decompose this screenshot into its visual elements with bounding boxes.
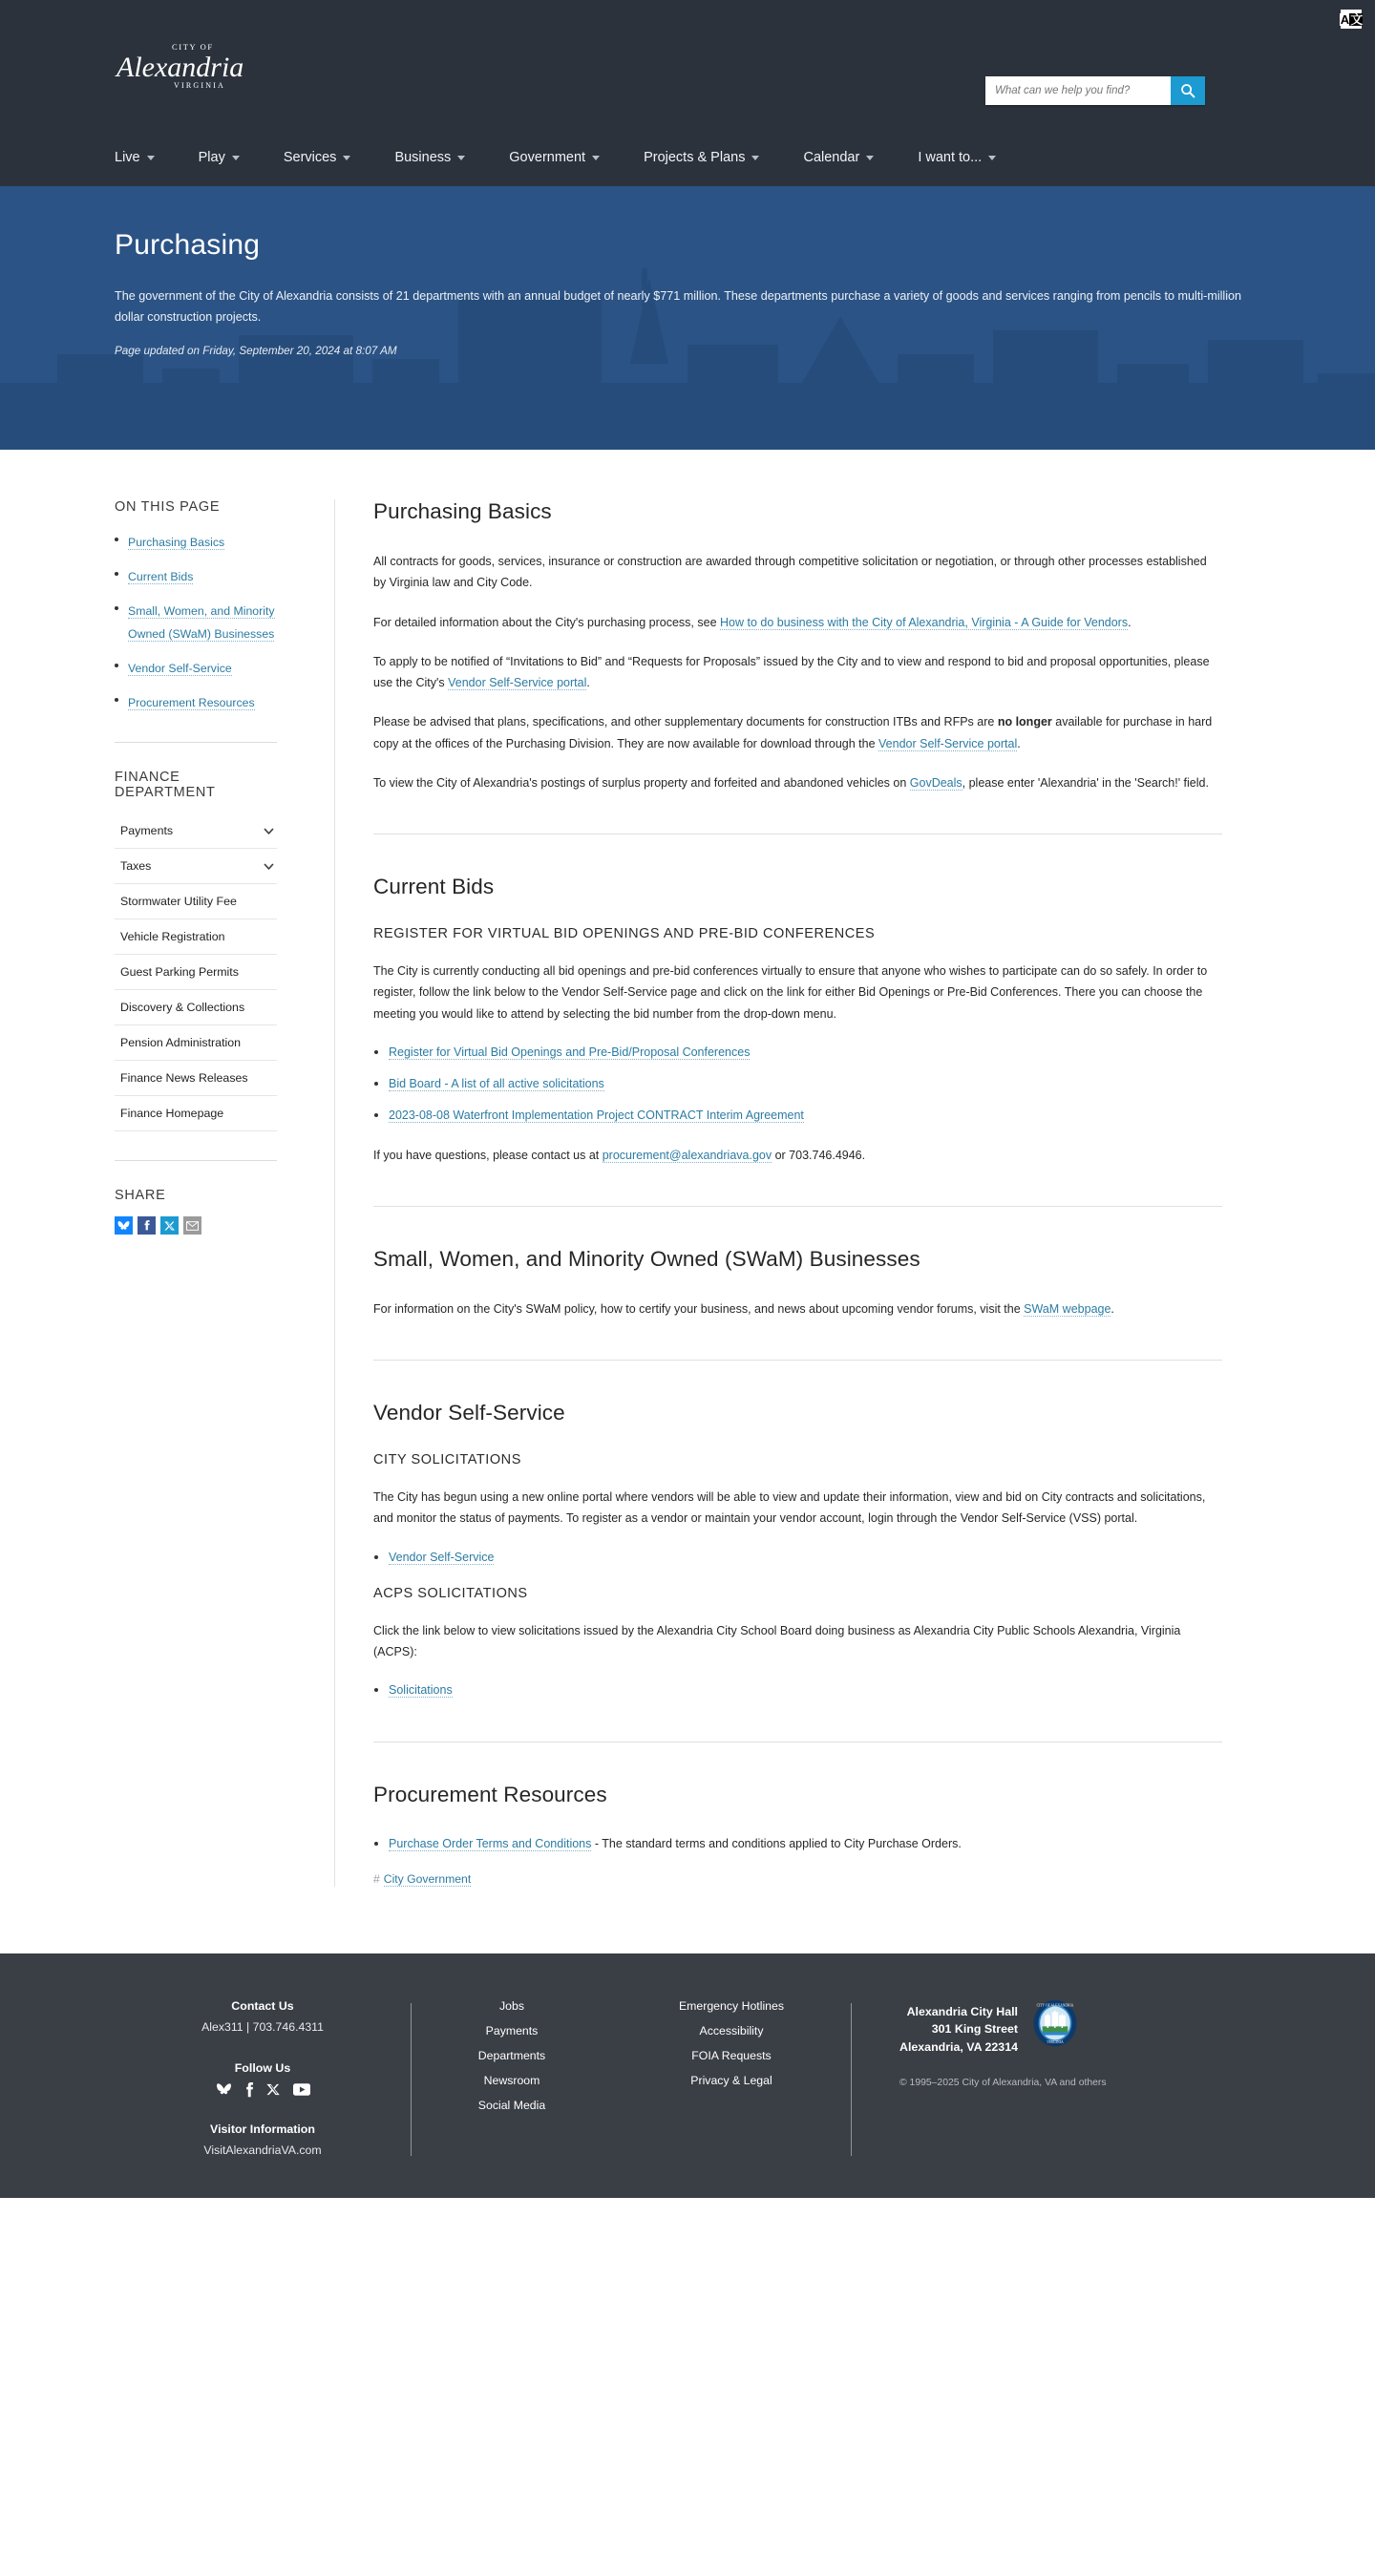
- footer-link-social-media[interactable]: Social Media: [477, 2098, 546, 2112]
- text: , please enter 'Alexandria' in the 'Search!' field.: [962, 775, 1209, 790]
- section-procurement-resources: [373, 1783, 1222, 1887]
- nav-label: Live: [115, 150, 140, 165]
- nav-item-services[interactable]: [284, 146, 372, 169]
- text-bold: no longer: [997, 715, 1052, 729]
- list-item: [115, 813, 277, 849]
- text: - The standard terms and conditions applied to City Purchase Orders.: [591, 1836, 962, 1850]
- paragraph: [373, 612, 1222, 633]
- sidebar-item-label: Vehicle Registration: [120, 930, 225, 944]
- x-twitter-icon[interactable]: [160, 1216, 179, 1235]
- finance-department-title: FINANCE DEPARTMENT: [115, 770, 216, 801]
- paragraph: All contracts for goods, services, insurance or construction are awarded through competitive solicitation or negotiation, or through other processes established by Virginia law and City Code.: [373, 555, 1207, 590]
- footer-links-column-1: [412, 1999, 612, 2160]
- list-item: [115, 1061, 277, 1096]
- list-item: [373, 1680, 1222, 1700]
- on-this-page-link-current-bids[interactable]: Current Bids: [128, 570, 194, 584]
- footer-link-jobs[interactable]: Jobs: [499, 1998, 524, 2013]
- list-item: [373, 1074, 1222, 1094]
- city-seal-icon: [1031, 1999, 1079, 2047]
- footer-address-column: [852, 1999, 1260, 2160]
- section-vendor-self-service: [373, 1401, 1222, 1701]
- link-vendor-self-service-portal[interactable]: Vendor Self-Service portal: [448, 676, 587, 689]
- nav-label: Government: [509, 150, 586, 165]
- address-line-2: 301 King Street: [931, 2022, 1018, 2037]
- sidebar-item-label: Stormwater Utility Fee: [120, 895, 237, 909]
- list-item: [373, 1834, 1222, 1854]
- nav-label: Projects & Plans: [644, 150, 746, 165]
- paragraph: Click the link below to view solicitations issued by the Alexandria City School Board doing business as Alexandria City Public Schools Alexandria, Virginia (ACPS):: [373, 1623, 1181, 1658]
- footer-link-departments[interactable]: Departments: [477, 2048, 546, 2062]
- divider: [115, 742, 277, 743]
- follow-icon-group: [147, 2081, 378, 2098]
- share-title: SHARE: [115, 1188, 166, 1204]
- list-item: [115, 884, 277, 919]
- link-register-virtual-bid-openings[interactable]: Register for Virtual Bid Openings and Pre-Bid/Proposal Conferences: [389, 1045, 751, 1059]
- section-heading: Purchasing Basics: [373, 499, 552, 523]
- paragraph: [373, 711, 1222, 754]
- x-twitter-icon[interactable]: [266, 2081, 281, 2098]
- svg-text:Alexandria: Alexandria: [116, 52, 244, 83]
- facebook-icon[interactable]: [138, 1216, 156, 1235]
- main-content: [334, 499, 1318, 1887]
- sidebar-item-label: Guest Parking Permits: [120, 965, 239, 980]
- section-heading: Current Bids: [373, 875, 495, 898]
- search-input[interactable]: [985, 76, 1171, 105]
- contact-us-heading: Contact Us: [231, 1998, 294, 2013]
- nav-label: Services: [283, 150, 337, 165]
- sidebar-item-finance-news-releases[interactable]: [115, 1061, 277, 1095]
- chevron-down-icon: [457, 156, 465, 160]
- sidebar-item-label: Pension Administration: [120, 1036, 242, 1050]
- text: .: [1111, 1301, 1114, 1316]
- subsection-heading: REGISTER FOR VIRTUAL BID OPENINGS AND PRE-BID CONFERENCES: [373, 926, 876, 941]
- link-vendor-self-service-portal[interactable]: Vendor Self-Service portal: [878, 736, 1018, 750]
- copyright-text: © 1995–2025 City of Alexandria, VA and others: [899, 2077, 1107, 2088]
- list-item: [373, 1548, 1222, 1568]
- footer-link-newsroom[interactable]: Newsroom: [483, 2073, 540, 2087]
- list-item: [115, 565, 277, 587]
- chevron-down-icon: [592, 156, 600, 160]
- page-hero: [0, 186, 1375, 450]
- share-icon-group: [115, 1216, 277, 1235]
- footer-link-accessibility[interactable]: Accessibility: [699, 2023, 764, 2038]
- text: .: [586, 676, 590, 689]
- sidebar-item-label: Payments: [120, 824, 174, 838]
- on-this-page-link-procurement-resources[interactable]: Procurement Resources: [128, 695, 255, 709]
- list-item: [115, 919, 277, 955]
- list-item: [115, 657, 277, 679]
- subsection-heading: ACPS SOLICITATIONS: [373, 1585, 528, 1601]
- nav-label: Play: [198, 150, 225, 165]
- chevron-down-icon: [232, 156, 240, 160]
- link-bid-board[interactable]: Bid Board - A list of all active solicitations: [389, 1077, 604, 1090]
- chevron-down-icon[interactable]: [263, 860, 275, 873]
- divider: [373, 1360, 1222, 1361]
- main-navigation[interactable]: [115, 146, 1017, 169]
- nav-item-i-want-to[interactable]: [918, 146, 1017, 169]
- chevron-down-icon: [343, 156, 350, 160]
- text: To apply to be notified of “Invitations to Bid” and “Requests for Proposals” issued by the City and to view and respond to bid and proposal opportunities, please use the City's: [373, 654, 1210, 689]
- list-item: [115, 990, 277, 1025]
- sidebar-item-label: Discovery & Collections: [120, 1001, 245, 1015]
- sidebar-item-taxes[interactable]: [115, 849, 277, 883]
- subsection-heading: CITY SOLICITATIONS: [373, 1452, 521, 1467]
- address-line-3: Alexandria, VA 22314: [899, 2039, 1018, 2054]
- footer-link-privacy-legal[interactable]: Privacy & Legal: [690, 2073, 772, 2087]
- sidebar-item-label: Taxes: [120, 859, 152, 874]
- procurement-links-list: [373, 1834, 1222, 1854]
- sidebar-item-payments[interactable]: [115, 813, 277, 848]
- tag-city-government[interactable]: City Government: [383, 1871, 472, 1886]
- section-purchasing-basics: [373, 499, 1222, 793]
- section-heading: Vendor Self-Service: [373, 1401, 565, 1425]
- sidebar-item-vehicle-registration[interactable]: [115, 919, 277, 954]
- text: Please be advised that plans, specifications, and other supplementary documents for construction ITBs and RFPs are: [373, 715, 998, 729]
- chevron-down-icon[interactable]: [263, 825, 275, 837]
- contact-us-text[interactable]: Alex311 | 703.746.4311: [201, 2019, 324, 2034]
- page-title: Purchasing: [115, 229, 261, 261]
- address-line-1: Alexandria City Hall: [906, 2004, 1018, 2018]
- on-this-page-list: [115, 531, 277, 713]
- paragraph: The City has begun using a new online portal where vendors will be able to view and update their information, view and bid on City contracts and solicitations, and monitor the status of payments. To register as a vendor or maintain your vendor account, login through the Vendor Self-Service (VSS) portal.: [373, 1490, 1206, 1526]
- on-this-page-link-swam[interactable]: Small, Women, and Minority Owned (SWaM) Businesses: [128, 604, 275, 641]
- nav-label: I want to...: [918, 150, 983, 165]
- text: .: [1128, 615, 1132, 629]
- search-icon: [1180, 83, 1195, 98]
- bluesky-icon[interactable]: [115, 1216, 133, 1235]
- footer-links-column-2: [612, 1999, 851, 2160]
- section-heading: Procurement Resources: [373, 1782, 607, 1806]
- sidebar-item-label: Finance Homepage: [120, 1107, 224, 1121]
- link-vendor-guide[interactable]: How to do business with the City of Alexandria, Virginia - A Guide for Vendors: [720, 615, 1129, 629]
- text: To view the City of Alexandria's postings of surplus property and forfeited and abandoned vehicles on: [373, 775, 910, 790]
- sidebar-item-discovery-collections[interactable]: [115, 990, 277, 1024]
- tag-row: [373, 1872, 1222, 1887]
- list-item: [115, 691, 277, 713]
- nav-item-government[interactable]: [509, 146, 621, 169]
- link-procurement-email[interactable]: procurement@alexandriava.gov: [602, 1148, 772, 1162]
- section-swam-businesses: [373, 1247, 1222, 1320]
- footer-link-emergency-hotlines[interactable]: Emergency Hotlines: [678, 1998, 785, 2013]
- text: or 703.746.4946.: [772, 1148, 866, 1162]
- site-logo[interactable]: [115, 36, 248, 92]
- email-icon[interactable]: [183, 1216, 201, 1235]
- text: .: [1017, 736, 1021, 750]
- chevron-down-icon: [988, 156, 996, 160]
- list-item: [373, 1106, 1222, 1126]
- nav-item-calendar[interactable]: [803, 146, 895, 169]
- svg-text:VIRGINIA: VIRGINIA: [1047, 2039, 1064, 2044]
- sidebar-item-pension-administration[interactable]: [115, 1025, 277, 1060]
- text: For information on the City's SWaM policy, how to certify your business, and news about upcoming vendor forums, visit the: [373, 1301, 1025, 1316]
- list-item: [373, 1043, 1222, 1063]
- footer-link-payments[interactable]: Payments: [485, 2023, 539, 2038]
- text: If you have questions, please contact us at: [373, 1148, 603, 1162]
- nav-label: Business: [394, 150, 452, 165]
- translate-icon[interactable]: A 文: [1339, 8, 1364, 31]
- divider: [115, 1160, 277, 1161]
- site-footer: [0, 1953, 1375, 2198]
- section-heading: Small, Women, and Minority Owned (SWaM) Businesses: [373, 1246, 920, 1271]
- link-acps-solicitations[interactable]: Solicitations: [389, 1683, 453, 1698]
- footer-link-foia-requests[interactable]: FOIA Requests: [691, 2048, 772, 2062]
- on-this-page-title: ON THIS PAGE: [115, 499, 221, 515]
- text: For detailed information about the City's purchasing process, see: [373, 615, 720, 629]
- sidebar-item-label: Finance News Releases: [120, 1071, 248, 1086]
- chevron-down-icon: [866, 156, 874, 160]
- link-purchase-order-terms[interactable]: Purchase Order Terms and Conditions: [389, 1836, 592, 1850]
- svg-text:VIRGINIA: VIRGINIA: [174, 81, 226, 90]
- chevron-down-icon: [751, 156, 759, 160]
- svg-text:CITY OF ALEXANDRIA: CITY OF ALEXANDRIA: [1036, 2003, 1074, 2008]
- list-item: [115, 1096, 277, 1131]
- nav-item-projects-plans[interactable]: [644, 146, 780, 169]
- footer-contact-column: [115, 1999, 411, 2160]
- list-item: [115, 1025, 277, 1061]
- link-waterfront-interim-agreement[interactable]: 2023-08-08 Waterfront Implementation Project CONTRACT Interim Agreement: [389, 1109, 804, 1123]
- on-this-page-link-vendor-self-service[interactable]: Vendor Self-Service: [128, 661, 232, 675]
- site-header: [0, 0, 1375, 186]
- link-vendor-self-service[interactable]: Vendor Self-Service: [389, 1550, 495, 1564]
- chevron-down-icon: [147, 156, 155, 160]
- bid-links-list: [373, 1043, 1222, 1127]
- paragraph: [373, 1145, 1222, 1166]
- nav-item-business[interactable]: [394, 146, 486, 169]
- youtube-icon[interactable]: [293, 2081, 310, 2098]
- finance-department-menu: [115, 813, 277, 1131]
- nav-item-live[interactable]: [115, 146, 176, 169]
- list-item: [115, 531, 277, 553]
- nav-label: Calendar: [803, 150, 860, 165]
- page-updated-timestamp: Page updated on Friday, September 20, 2024 at 8:07 AM: [115, 345, 397, 358]
- sidebar-item-guest-parking-permits[interactable]: [115, 955, 277, 989]
- paragraph: [373, 1299, 1222, 1320]
- link-swam-webpage[interactable]: SWaM webpage: [1024, 1301, 1111, 1316]
- vss-links-list: [373, 1548, 1222, 1568]
- list-item: [115, 955, 277, 990]
- list-item: [115, 600, 277, 644]
- search-bar[interactable]: [985, 76, 1205, 105]
- sidebar-item-finance-homepage[interactable]: [115, 1096, 277, 1130]
- section-current-bids: [373, 875, 1222, 1166]
- divider: [373, 1206, 1222, 1207]
- on-this-page-link-purchasing-basics[interactable]: Purchasing Basics: [128, 536, 225, 549]
- paragraph: [373, 772, 1222, 793]
- visitor-information-heading: Visitor Information: [210, 2122, 315, 2136]
- visitor-information-link[interactable]: VisitAlexandriaVA.com: [203, 2143, 322, 2157]
- sidebar-item-stormwater-utility-fee[interactable]: [115, 884, 277, 918]
- paragraph: The City is currently conducting all bid openings and pre-bid conferences virtually to ensure that anyone who wishes to participate can do so safely. In order to register, follow the link below to the Vendor Self-Service page and click on the link for either Bid Openings or Pre-Bid Conferences. There you can choose the meeting you would like to attend by selecting the bid number from the drop-down menu.: [373, 964, 1208, 1021]
- svg-text:CITY OF: CITY OF: [172, 42, 214, 52]
- link-govdeals[interactable]: GovDeals: [909, 775, 962, 790]
- hash-icon: #: [373, 1872, 380, 1887]
- hero-description: The government of the City of Alexandria consists of 21 departments with an annual budget of nearly $771 million. These departments purchase a variety of goods and services ranging from pencils to multi-million dollar construction projects.: [115, 289, 1242, 324]
- bluesky-icon[interactable]: [216, 2081, 232, 2098]
- list-item: [115, 849, 277, 884]
- search-button[interactable]: [1171, 76, 1205, 105]
- acps-links-list: [373, 1680, 1222, 1700]
- nav-item-play[interactable]: [199, 146, 261, 169]
- paragraph: [373, 651, 1222, 694]
- text: available for purchase in hard copy at the offices of the Purchasing Division. They are now available for download through the: [373, 715, 1213, 750]
- facebook-icon[interactable]: [244, 2081, 254, 2098]
- sidebar: [57, 499, 334, 1887]
- follow-us-heading: Follow Us: [234, 2060, 291, 2075]
